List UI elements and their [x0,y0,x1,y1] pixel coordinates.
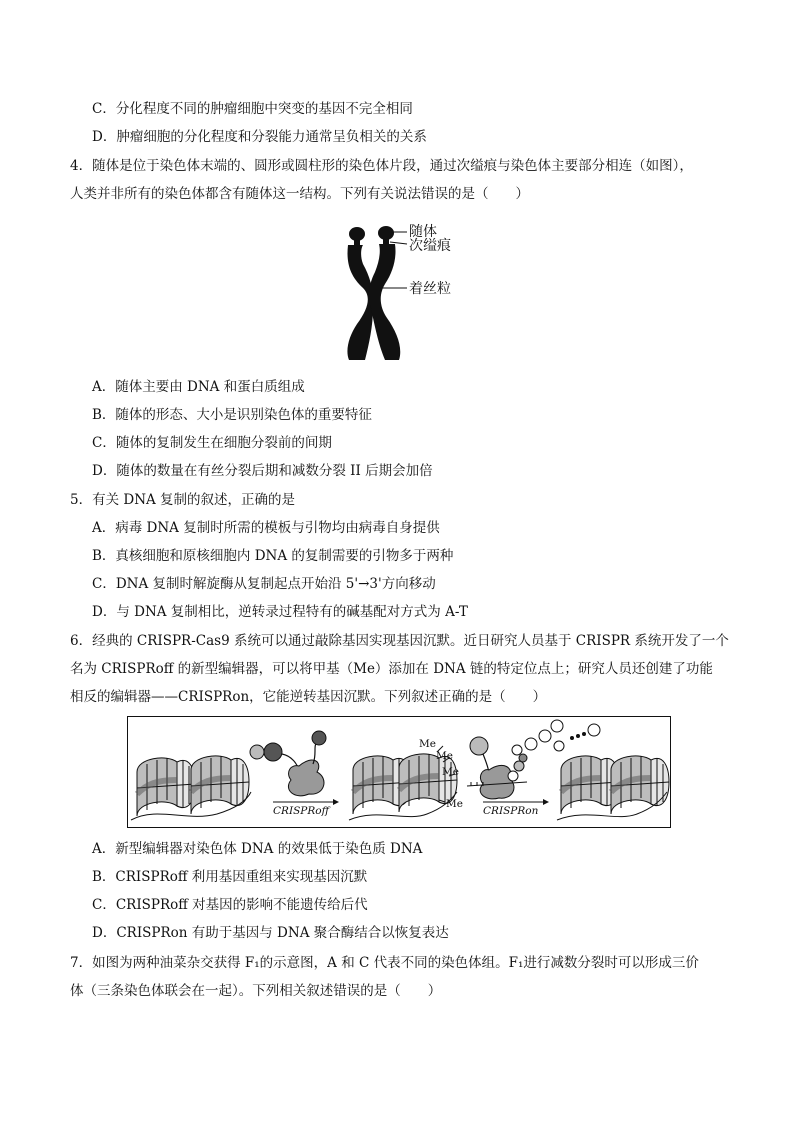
crispr-figure [127,716,671,828]
q6-option-a[interactable]: A．新型编辑器对染色体 DNA 的效果低于染色质 DNA [92,841,423,857]
q4-option-c[interactable]: C．随体的复制发生在细胞分裂前的间期 [92,435,332,451]
q6-stem-line2: 名为 CRISPRoff 的新型编辑器，可以将甲基（Me）添加在 DNA 链的特定位点上；研究人员还创建了功能 [70,661,713,677]
option-c-prev[interactable]: C．分化程度不同的肿瘤细胞中突变的基因不完全相同 [92,101,413,117]
label-crispr-off: CRISPRoff [273,805,330,817]
methyl-label-3: Me [442,766,459,778]
q6-option-d[interactable]: D．CRISPRon 有助于基因与 DNA 聚合酶结合以恢复表达 [92,925,449,941]
satellite-left [349,227,365,241]
methyl-label-2: Me [436,750,453,762]
label-centromere: 着丝粒 [409,281,451,297]
q4-stem-line2: 人类并非所有的染色体都含有随体这一结构。下列有关说法错误的是（ ） [70,186,529,202]
methyl-label-4: Me [446,798,463,810]
chromatid-right [369,244,400,360]
q5-option-c[interactable]: C．DNA 复制时解旋酶从复制起点开始沿 5'→3'方向移动 [92,576,436,592]
q5-option-a[interactable]: A．病毒 DNA 复制时所需的模板与引物均由病毒自身提供 [92,520,440,536]
q6-option-c[interactable]: C．CRISPRoff 对基因的影响不能遗传给后代 [92,897,368,913]
q5-option-d[interactable]: D．与 DNA 复制相比，逆转录过程特有的碱基配对方式为 A-T [92,604,468,620]
methyl-label-1: Me [419,738,436,750]
option-d-prev[interactable]: D．肿瘤细胞的分化程度和分裂能力通常呈负相关的关系 [92,129,427,145]
label-satellite: 随体 [409,224,437,240]
q4-option-d[interactable]: D．随体的数量在有丝分裂后期和减数分裂 II 后期会加倍 [92,463,433,479]
q6-stem-line3: 相反的编辑器——CRISPRon，它能逆转基因沉默。下列叙述正确的是（ ） [70,689,547,705]
satellite-right [378,226,394,240]
label-crispr-on: CRISPRon [483,805,539,817]
q6-option-b[interactable]: B．CRISPRoff 利用基因重组来实现基因沉默 [92,869,368,885]
q7-stem-line1: 7．如图为两种油菜杂交获得 F₁的示意图，A 和 C 代表不同的染色体组。F₁进行减数分裂时可以形成三价 [70,955,699,971]
q6-stem-line1: 6．经典的 CRISPR-Cas9 系统可以通过敲除基因实现基因沉默。近日研究人员基于 CRISPR 系统开发了一个 [70,633,729,649]
q4-option-a[interactable]: A．随体主要由 DNA 和蛋白质组成 [92,379,305,395]
q7-stem-line2: 体（三条染色体联会在一起）。下列相关叙述错误的是（ ） [70,983,442,999]
q4-stem-line1: 4．随体是位于染色体末端的、圆形或圆柱形的染色体片段，通过次缢痕与染色体主要部分相连（如图）， [70,158,693,174]
q4-option-b[interactable]: B．随体的形态、大小是识别染色体的重要特征 [92,407,372,423]
chromosome-figure [335,218,470,368]
q5-option-b[interactable]: B．真核细胞和原核细胞内 DNA 的复制需要的引物多于两种 [92,548,454,564]
label-secondary-constriction: 次缢痕 [409,238,451,254]
q5-stem: 5．有关 DNA 复制的叙述，正确的是 [70,492,296,508]
